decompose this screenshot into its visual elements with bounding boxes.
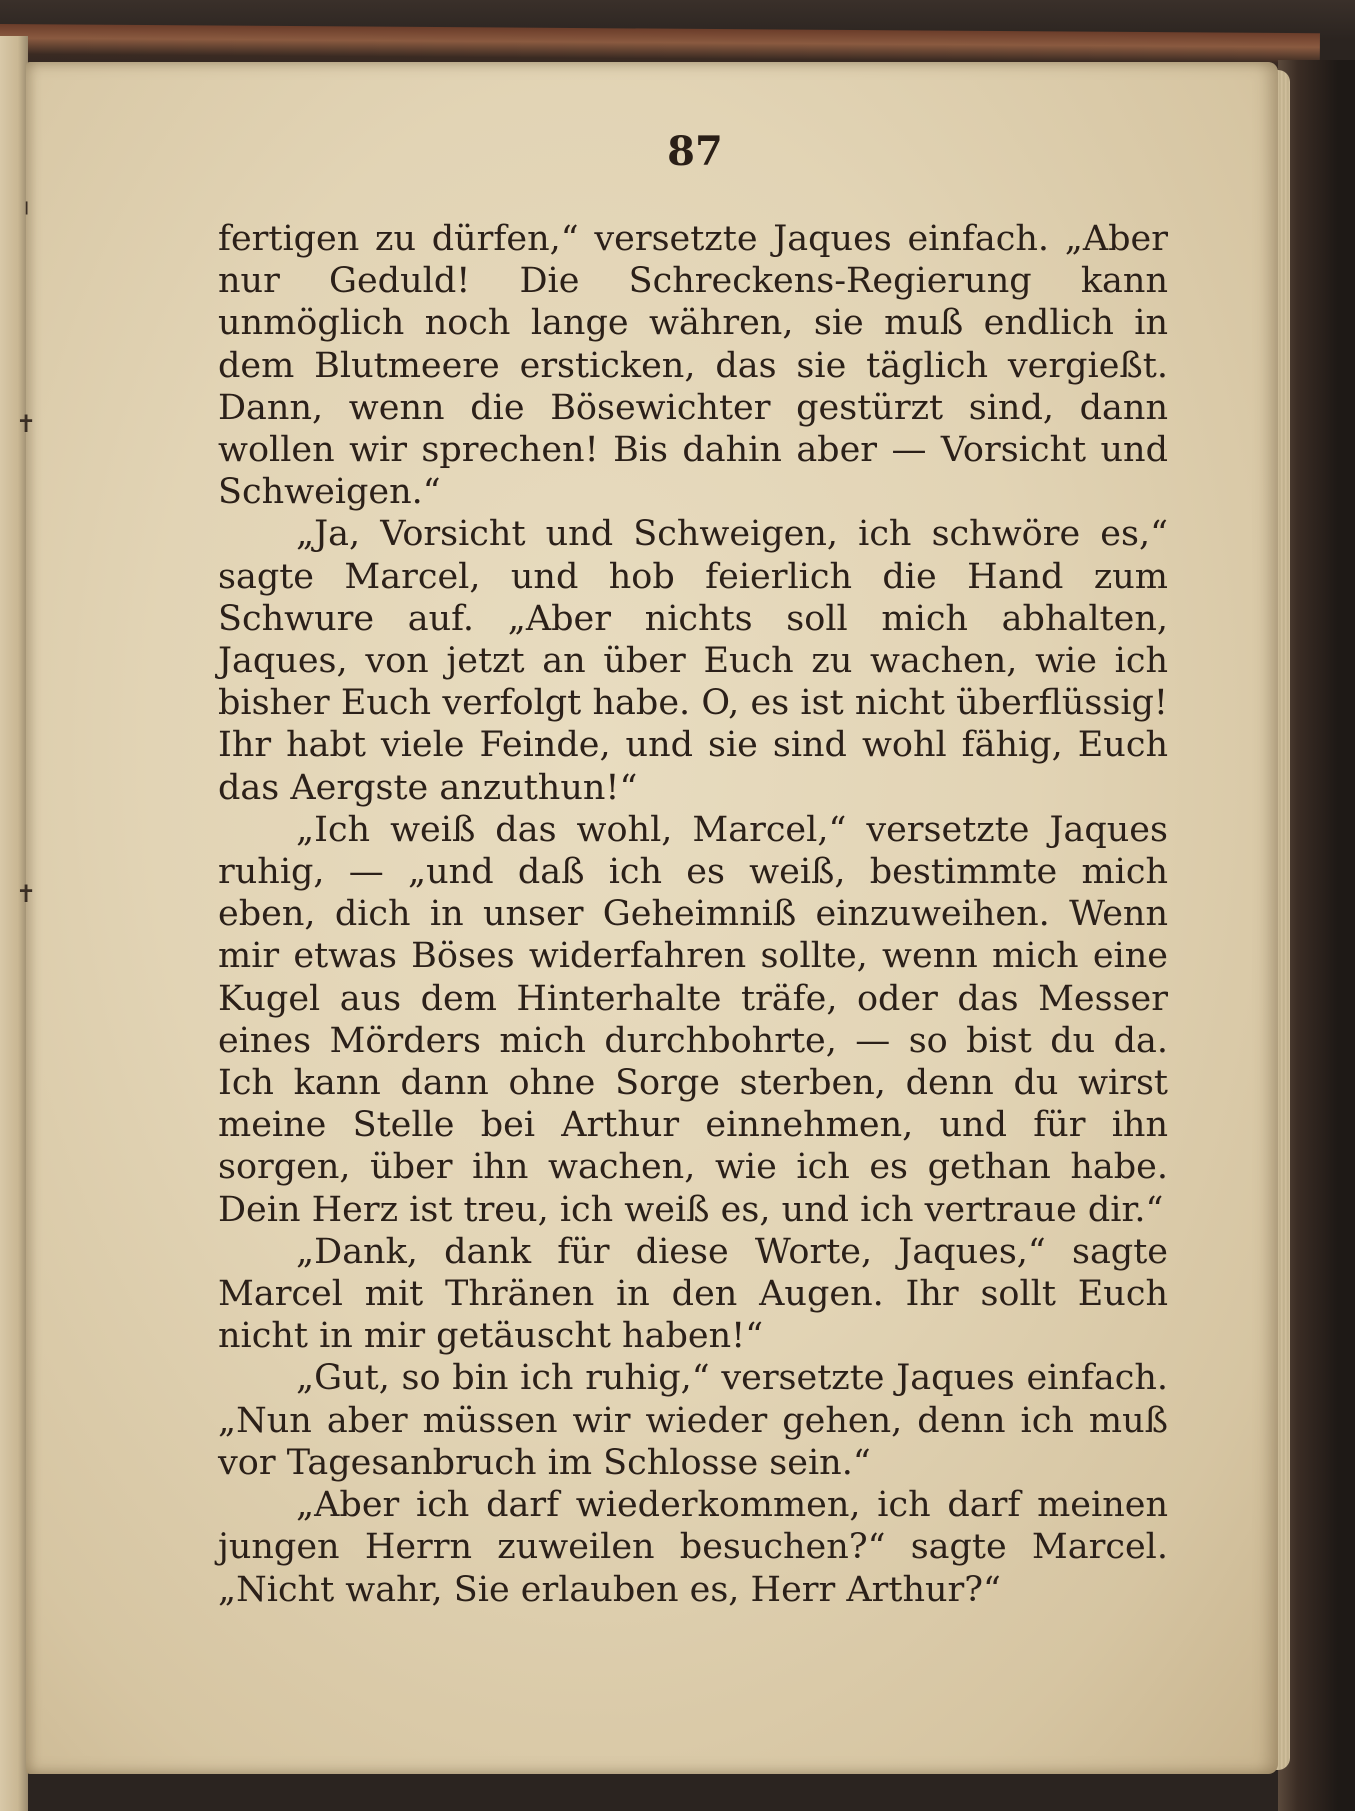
book-cover-left xyxy=(0,36,28,1811)
body-text xyxy=(218,218,1168,1611)
page-number: 87 xyxy=(667,128,723,175)
paragraph: „Gut, so bin ich ruhig,“ versetzte Jaques einfach. „Nun aber müssen wir wieder gehen, denn ich muß vor Tagesanbruch im Schlosse sein.“ xyxy=(218,1358,1168,1483)
margin-mark: ✝ xyxy=(16,880,37,908)
margin-mark: ╷ xyxy=(20,190,34,215)
paragraph: „Ja, Vorsicht und Schweigen, ich schwöre es,“ sagte Marcel, und hob feierlich die Hand zum Schwure auf. „Aber nichts soll mich abhalten, Jaques, von jetzt an über Euch zu wachen, wie ich bisher Euch verfolgt habe. O, es ist nicht überflüssig! Ihr habt viele Feinde, und sie sind wohl fähig, Euch das Aergste anzuthun!“ xyxy=(218,514,1168,808)
paragraph: „Dank, dank für diese Worte, Jaques,“ sagte Marcel mit Thränen in den Augen. Ihr sollt Euch nicht in mir getäuscht haben!“ xyxy=(218,1231,1168,1357)
paragraph: „Ich weiß das wohl, Marcel,“ versetzte Jaques ruhig, — „und daß ich es weiß, bestimmte mich eben, dich in unser Geheimniß einzuweihen. Wenn mir etwas Böses widerfahren sollte, wenn mich eine Kugel aus dem Hinterhalte träfe, oder das Messer eines Mörders mich durchbohrte, — so bist du da. Ich kann dann ohne Sorge sterben, denn du wirst meine Stelle bei Arthur einnehmen, und für ihn sorgen, über ihn wachen, wie ich es gethan habe. Dein Herz ist treu, ich weiß es, und ich vertraue dir.“ xyxy=(218,809,1168,1230)
paragraph: fertigen zu dürfen,“ versetzte Jaques einfach. „Aber nur Geduld! Die Schreckens-Regierung kann unmöglich noch lange währen, sie muß endlich in dem Blutmeere ersticken, das sie täglich vergießt. Dann, wenn die Bösewichter gestürzt sind, dann wollen wir sprechen! Bis dahin aber — Vorsicht und Schweigen.“ xyxy=(218,219,1168,513)
paragraph: „Aber ich darf wiederkommen, ich darf meinen jungen Herrn zuweilen besuchen?“ sagte Marcel. „Nicht wahr, Sie erlauben es, Herr Arthur?“ xyxy=(218,1485,1168,1610)
margin-mark: ✝ xyxy=(16,410,37,438)
